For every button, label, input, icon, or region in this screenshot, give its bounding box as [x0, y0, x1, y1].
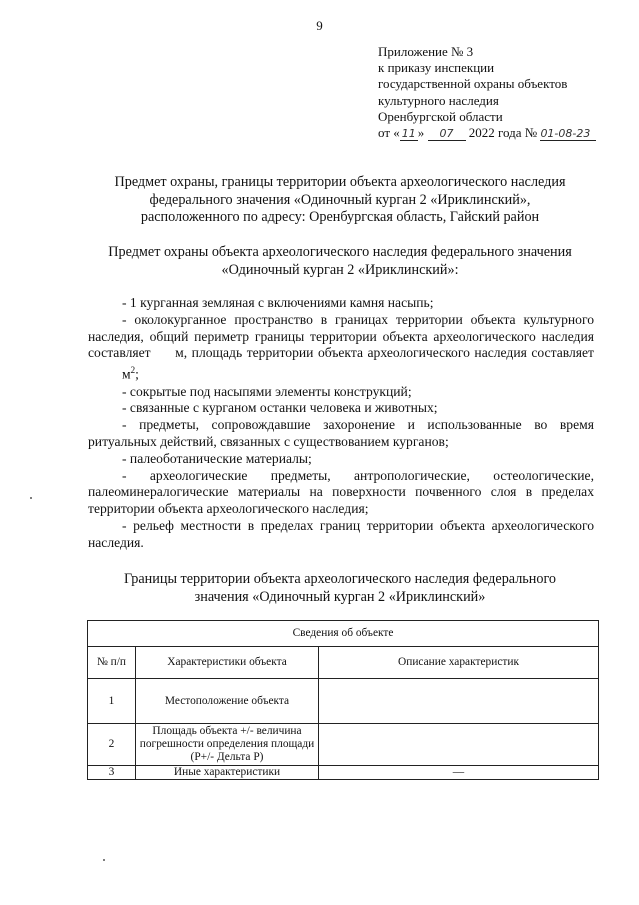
list-item: - околокурганное пространство в границах территории объекта культурного наследия, общий периметр границы территории объекта археологического наследия составляет м, площадь территории объекта археологического наследия составляет $м^2$; [88, 311, 594, 382]
title-line: федерального значения «Одиночный курган 2 «Ириклинский», [149, 191, 531, 208]
row-number: 2 [88, 724, 136, 766]
column-header: № п/п [88, 647, 136, 679]
table-header-row [88, 647, 599, 679]
row-description [319, 724, 599, 766]
appendix-line: Оренбургской области [378, 108, 503, 124]
scan-speck [103, 859, 105, 861]
list-item: - связанные с курганом останки человека и животных; [122, 400, 438, 416]
appendix-date-line [378, 125, 633, 141]
appendix-line: государственной охраны объектов [378, 76, 568, 92]
heading-line: значения «Одиночный курган 2 «Ириклинский» [194, 588, 486, 605]
table-caption: Сведения об объекте [88, 621, 599, 647]
appendix-line: к приказу инспекции [378, 60, 495, 76]
list-item: - археологические предметы, антропологические, остеологические, палеоминералогические материалы на поверхности почвенного слоя в пределах территории объекта археологического наследия; [88, 467, 594, 517]
appendix-line: Приложение № 3 [378, 44, 474, 59]
title-line: Предмет охраны, границы территории объекта археологического наследия [114, 174, 566, 190]
row-characteristic: Местоположение объекта [136, 679, 319, 724]
row-characteristic: Иные характеристики [136, 766, 319, 780]
row-number: 1 [88, 679, 136, 724]
date-mid: » [417, 124, 425, 140]
heading-line: «Одиночный курган 2 «Ириклинский»: [221, 261, 459, 278]
table-row [88, 724, 599, 766]
page-number: 9 [316, 18, 323, 33]
row-number: 3 [88, 766, 136, 780]
title-line: расположенного по адресу: Оренбургская область, Гайский район [140, 209, 540, 225]
heading-line: Предмет охраны объекта археологического наследия федерального значения [108, 244, 572, 260]
table-row [88, 679, 599, 724]
protection-items [88, 295, 594, 551]
row-description [319, 679, 599, 724]
object-info-table [87, 620, 599, 780]
appendix-line: культурного наследия [378, 92, 499, 108]
date-prefix: от « [378, 124, 400, 140]
boundaries-heading [60, 571, 620, 606]
list-item: - палеоботанические материалы; [122, 450, 312, 466]
table-caption-row [88, 621, 599, 647]
column-header: Описание характеристик [319, 647, 599, 679]
appendix-block [378, 44, 633, 141]
row-description: — [319, 766, 599, 780]
date-month: 07 [428, 128, 466, 141]
heading-line: Границы территории объекта археологического наследия федерального [123, 571, 557, 587]
row-characteristic: Площадь объекта +/- величина погрешности определения площади (Р+/- Дельта Р) [136, 724, 319, 766]
scan-speck [30, 497, 32, 499]
subject-heading [60, 244, 620, 279]
order-number: 01-08-23 [540, 128, 596, 141]
list-item: - рельеф местности в пределах границ территории объекта археологического наследия. [88, 517, 594, 550]
column-header: Характеристики объекта [136, 647, 319, 679]
list-item: - 1 курганная земляная с включениями камня насыпь; [122, 295, 434, 310]
list-item: - сокрытые под насыпями элементы конструкций; [122, 383, 412, 399]
date-day: 11 [401, 126, 416, 140]
document-title [60, 174, 620, 227]
table-row [88, 766, 599, 780]
list-item: - предметы, сопровождавшие захоронение и использованные во время ритуальных действий, связанных с существованием курганов; [88, 417, 594, 449]
date-year: 2022 года № [468, 124, 538, 140]
